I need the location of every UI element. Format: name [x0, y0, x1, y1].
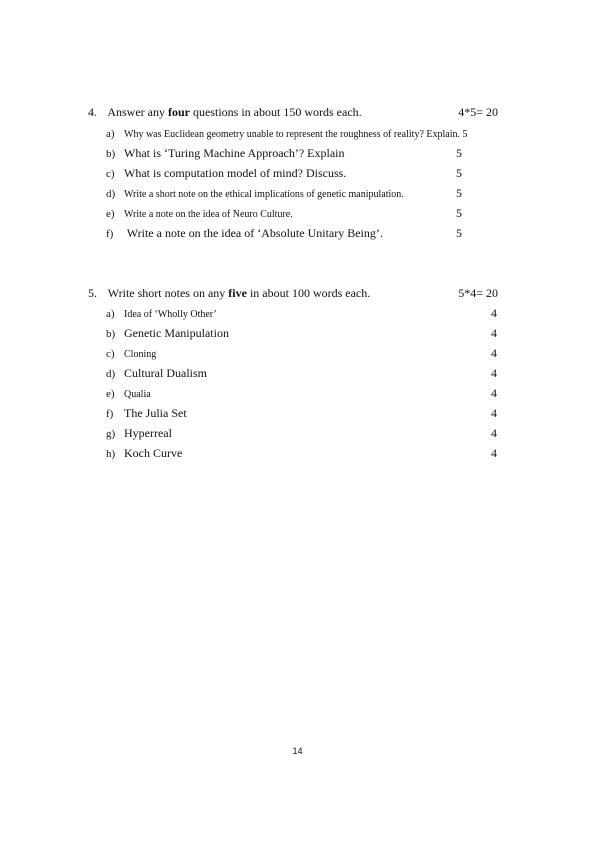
item-text: Write a note on the idea of Neuro Culture.	[124, 209, 293, 220]
instruction-text: Write short notes on any	[107, 286, 229, 300]
item-mark: 4	[491, 446, 497, 460]
question-item	[106, 404, 187, 422]
instruction-bold: four	[168, 105, 190, 119]
question-item	[106, 324, 229, 342]
item-letter: c)	[106, 348, 115, 360]
item-letter: a)	[106, 308, 115, 320]
item-letter: c)	[106, 168, 115, 180]
item-mark: 5	[456, 226, 462, 240]
item-letter: a)	[106, 128, 115, 140]
item-mark: 4	[491, 426, 497, 440]
item-mark: 4	[491, 306, 497, 320]
item-text: Cloning	[124, 349, 157, 360]
question-4-header	[88, 104, 498, 120]
item-text: What is computation model of mind? Discuss.	[124, 166, 347, 180]
item-letter: f)	[106, 408, 114, 420]
item-mark: 5	[456, 186, 462, 200]
item-mark: 4	[491, 406, 497, 420]
question-item	[106, 424, 172, 442]
page-number: 14	[292, 746, 303, 756]
item-letter: f)	[106, 228, 114, 240]
item-text: Write a note on the idea of ‘Absolute Unitary Being’.	[124, 226, 383, 240]
question-instruction	[108, 286, 370, 300]
instruction-bold: five	[228, 286, 247, 300]
question-item	[106, 124, 468, 142]
item-letter: d)	[106, 368, 116, 380]
item-text: Koch Curve	[124, 446, 183, 460]
item-letter: e)	[106, 388, 115, 400]
item-text: Cultural Dualism	[124, 366, 207, 380]
question-item	[106, 444, 182, 462]
item-mark: 5	[456, 146, 462, 160]
instruction-text: in about 100 words each.	[246, 286, 371, 300]
question-marks: 5*4= 20	[458, 286, 498, 300]
question-item	[106, 384, 151, 402]
item-text: Idea of ‘Wholly Other’	[124, 309, 217, 320]
question-number: 4.	[88, 105, 97, 119]
instruction-text: Answer any	[107, 105, 168, 119]
question-item	[106, 224, 383, 242]
item-text: What is ‘Turing Machine Approach’? Explain	[124, 146, 345, 160]
question-item	[106, 184, 404, 202]
question-number: 5.	[88, 286, 97, 300]
item-text: Why was Euclidean geometry unable to represent the roughness of reality? Explain. 5	[124, 129, 468, 140]
item-text: Genetic Manipulation	[124, 326, 229, 340]
item-mark: 4	[491, 326, 497, 340]
item-letter: g)	[106, 428, 116, 440]
item-letter: b)	[106, 328, 116, 340]
item-letter: b)	[106, 148, 116, 160]
instruction-text: questions in about 150 words each.	[190, 105, 362, 119]
item-letter: e)	[106, 208, 115, 220]
item-mark: 5	[456, 166, 462, 180]
question-item	[106, 204, 293, 222]
question-item	[106, 164, 346, 182]
question-5-header	[88, 285, 498, 301]
item-letter: h)	[106, 448, 116, 460]
question-item	[106, 144, 345, 162]
question-marks: 4*5= 20	[458, 105, 498, 119]
question-instruction	[107, 105, 361, 119]
item-mark: 4	[491, 386, 497, 400]
item-mark: 5	[456, 206, 462, 220]
question-item	[106, 304, 217, 322]
question-item	[106, 364, 207, 382]
item-text: Qualia	[124, 389, 151, 400]
question-item	[106, 344, 156, 362]
item-mark: 4	[491, 366, 497, 380]
item-letter: d)	[106, 188, 116, 200]
item-text: The Julia Set	[124, 406, 187, 420]
item-text: Hyperreal	[124, 426, 172, 440]
item-text: Write a short note on the ethical implications of genetic manipulation.	[124, 189, 404, 200]
item-mark: 4	[491, 346, 497, 360]
